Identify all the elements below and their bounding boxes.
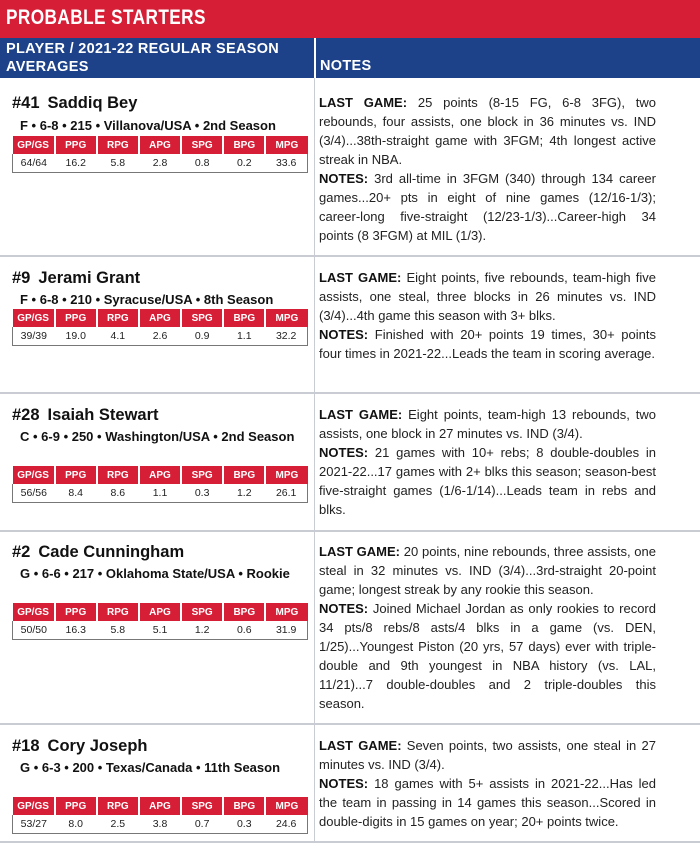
player-notes: LAST GAME: Eight points, team-high 13 rebounds, two assists, one block in 27 minutes vs. IND (3/4). NOTES: 21 games with 10+ rebs; 8 double-doubles in 2021-22...17 games with 2+ blks this season; season-best five-straight games (1/6-1/14)...Leads team in rebs and blks. xyxy=(319,407,657,517)
player-info: G • 6-3 • 200 • Texas/Canada • 11th Season xyxy=(20,760,281,775)
player-name-jerami-grant: #9 Jerami Grant xyxy=(12,269,141,287)
stat-header-gpgs: GP/GS xyxy=(13,309,55,327)
stat-header-mpg: MPG xyxy=(265,136,307,154)
player-notes: LAST GAME: 25 points (8-15 FG, 6-8 3FG), two rebounds, four assists, one block in 36 minutes vs. IND (3/4)...38th-straight game with 3FGM; 4th longest active streak in NBA. NOTES: 3rd all-time in 3FGM (340) through 134 career games...20+ pts in eight of nine games (12/16-1/3); career-long five-straight (12/23-1/3)...Career-high 34 points (8 3FGM) at MIL (1/3). xyxy=(319,95,656,243)
player-notes: LAST GAME: Seven points, two assists, one steal in 27 minutes vs. IND (3/4). NOTES: 18 games with 5+ assists in 2021-22...Has led the team in passing in 14 games this season...Scored in double-digits in 15 games on year; 20+ points twice. xyxy=(319,738,656,829)
stat-header-rpg: RPG xyxy=(97,136,139,154)
stat-header-spg: SPG xyxy=(181,466,223,484)
column-separator xyxy=(314,78,315,843)
stat-value: 8.4 xyxy=(55,484,97,503)
column-header-player: PLAYER / 2021-22 REGULAR SEASON AVERAGES xyxy=(6,41,280,75)
stat-value: 8.0 xyxy=(55,815,97,834)
stat-header-ppg: PPG xyxy=(55,603,97,621)
column-divider xyxy=(314,38,316,78)
player-name-saddiq-bey: #41 Saddiq Bey xyxy=(12,94,138,112)
page-title: PROBABLE STARTERS xyxy=(6,6,206,29)
stat-header-spg: SPG xyxy=(181,603,223,621)
stat-value: 0.2 xyxy=(223,154,265,173)
stats-table xyxy=(12,309,308,346)
player-name-isaiah-stewart: #28 Isaiah Stewart xyxy=(12,406,159,424)
stat-header-ppg: PPG xyxy=(55,466,97,484)
player-notes: LAST GAME: 20 points, nine rebounds, three assists, one steal in 32 minutes vs. IND (3/4)...3rd-straight 20-point game; longest streak by any rookie this season. NOTES: Joined Michael Jordan as only rookies to record 34 pts/8 rebs/8 asts/4 blks in a game (vs. DEN, 1/25)...Youngest Piston (20 yrs, 57 days) ever with triple-double and 9th youngest in NBA history (vs. LAL, 11/21)...7 double-doubles and 2 triple-doubles this season. xyxy=(319,544,656,711)
stat-value: 24.6 xyxy=(265,815,307,834)
stat-value: 56/56 xyxy=(13,484,55,503)
stat-value: 0.7 xyxy=(181,815,223,834)
player-name-cade-cunningham: #2 Cade Cunningham xyxy=(12,543,185,561)
stat-header-mpg: MPG xyxy=(265,309,307,327)
stat-value: 3.8 xyxy=(139,815,181,834)
stat-header-ppg: PPG xyxy=(55,309,97,327)
stat-header-bpg: BPG xyxy=(223,309,265,327)
player-info: F • 6-8 • 215 • Villanova/USA • 2nd Season xyxy=(20,118,276,133)
stat-value: 0.3 xyxy=(181,484,223,503)
stats-table xyxy=(12,466,308,503)
stat-header-mpg: MPG xyxy=(265,797,307,815)
stat-header-bpg: BPG xyxy=(223,466,265,484)
stat-value: 1.1 xyxy=(139,484,181,503)
stat-value: 19.0 xyxy=(55,327,97,346)
row-divider xyxy=(0,255,700,257)
stat-value: 1.2 xyxy=(181,621,223,640)
stat-header-rpg: RPG xyxy=(97,466,139,484)
player-info: G • 6-6 • 217 • Oklahoma State/USA • Rookie xyxy=(20,566,290,581)
stat-header-apg: APG xyxy=(139,466,181,484)
player-name-cory-joseph: #18 Cory Joseph xyxy=(12,737,148,755)
stat-value: 2.5 xyxy=(97,815,139,834)
stat-header-spg: SPG xyxy=(181,797,223,815)
stat-value: 0.3 xyxy=(223,815,265,834)
stat-value: 0.8 xyxy=(181,154,223,173)
stat-header-bpg: BPG xyxy=(223,603,265,621)
stat-header-bpg: BPG xyxy=(223,797,265,815)
stat-value: 32.2 xyxy=(265,327,307,346)
player-info: F • 6-8 • 210 • Syracuse/USA • 8th Season xyxy=(20,292,274,307)
stat-value: 39/39 xyxy=(13,327,55,346)
stat-header-apg: APG xyxy=(139,797,181,815)
stat-header-spg: SPG xyxy=(181,309,223,327)
stat-header-ppg: PPG xyxy=(55,797,97,815)
column-header xyxy=(0,38,700,78)
stat-header-spg: SPG xyxy=(181,136,223,154)
stat-header-mpg: MPG xyxy=(265,603,307,621)
stat-value: 1.1 xyxy=(223,327,265,346)
row-divider xyxy=(0,530,700,532)
player-info: C • 6-9 • 250 • Washington/USA • 2nd Season xyxy=(20,429,295,444)
stat-header-gpgs: GP/GS xyxy=(13,466,55,484)
stat-value: 16.3 xyxy=(55,621,97,640)
stat-value: 26.1 xyxy=(265,484,307,503)
stats-table xyxy=(12,797,308,834)
stat-header-bpg: BPG xyxy=(223,136,265,154)
stat-header-rpg: RPG xyxy=(97,603,139,621)
stat-value: 4.1 xyxy=(97,327,139,346)
stat-value: 31.9 xyxy=(265,621,307,640)
stat-value: 8.6 xyxy=(97,484,139,503)
stat-value: 0.6 xyxy=(223,621,265,640)
stat-value: 2.6 xyxy=(139,327,181,346)
stat-value: 64/64 xyxy=(13,154,55,173)
stat-header-ppg: PPG xyxy=(55,136,97,154)
stat-value: 50/50 xyxy=(13,621,55,640)
column-header-notes: NOTES xyxy=(320,58,372,74)
stat-header-apg: APG xyxy=(139,136,181,154)
stat-value: 33.6 xyxy=(265,154,307,173)
player-notes: LAST GAME: Eight points, five rebounds, team-high five assists, one steal, three blocks in 26 minutes vs. IND (3/4)...4th game this season with 3+ blks. NOTES: Finished with 20+ points 19 times, 30+ points four times in 2021-22...Leads the team in scoring average. xyxy=(319,270,656,361)
stat-value: 0.9 xyxy=(181,327,223,346)
stat-header-gpgs: GP/GS xyxy=(13,603,55,621)
stat-value: 5.8 xyxy=(97,154,139,173)
stat-header-rpg: RPG xyxy=(97,797,139,815)
stat-value: 16.2 xyxy=(55,154,97,173)
stat-header-rpg: RPG xyxy=(97,309,139,327)
stat-header-mpg: MPG xyxy=(265,466,307,484)
stats-table xyxy=(12,136,308,173)
stat-header-gpgs: GP/GS xyxy=(13,797,55,815)
stat-header-gpgs: GP/GS xyxy=(13,136,55,154)
stat-value: 2.8 xyxy=(139,154,181,173)
stat-value: 5.1 xyxy=(139,621,181,640)
stat-value: 1.2 xyxy=(223,484,265,503)
stats-table xyxy=(12,603,308,640)
row-divider xyxy=(0,723,700,725)
stat-header-apg: APG xyxy=(139,309,181,327)
stat-value: 5.8 xyxy=(97,621,139,640)
title-bar xyxy=(0,0,700,38)
stat-header-apg: APG xyxy=(139,603,181,621)
row-divider xyxy=(0,392,700,394)
stat-value: 53/27 xyxy=(13,815,55,834)
